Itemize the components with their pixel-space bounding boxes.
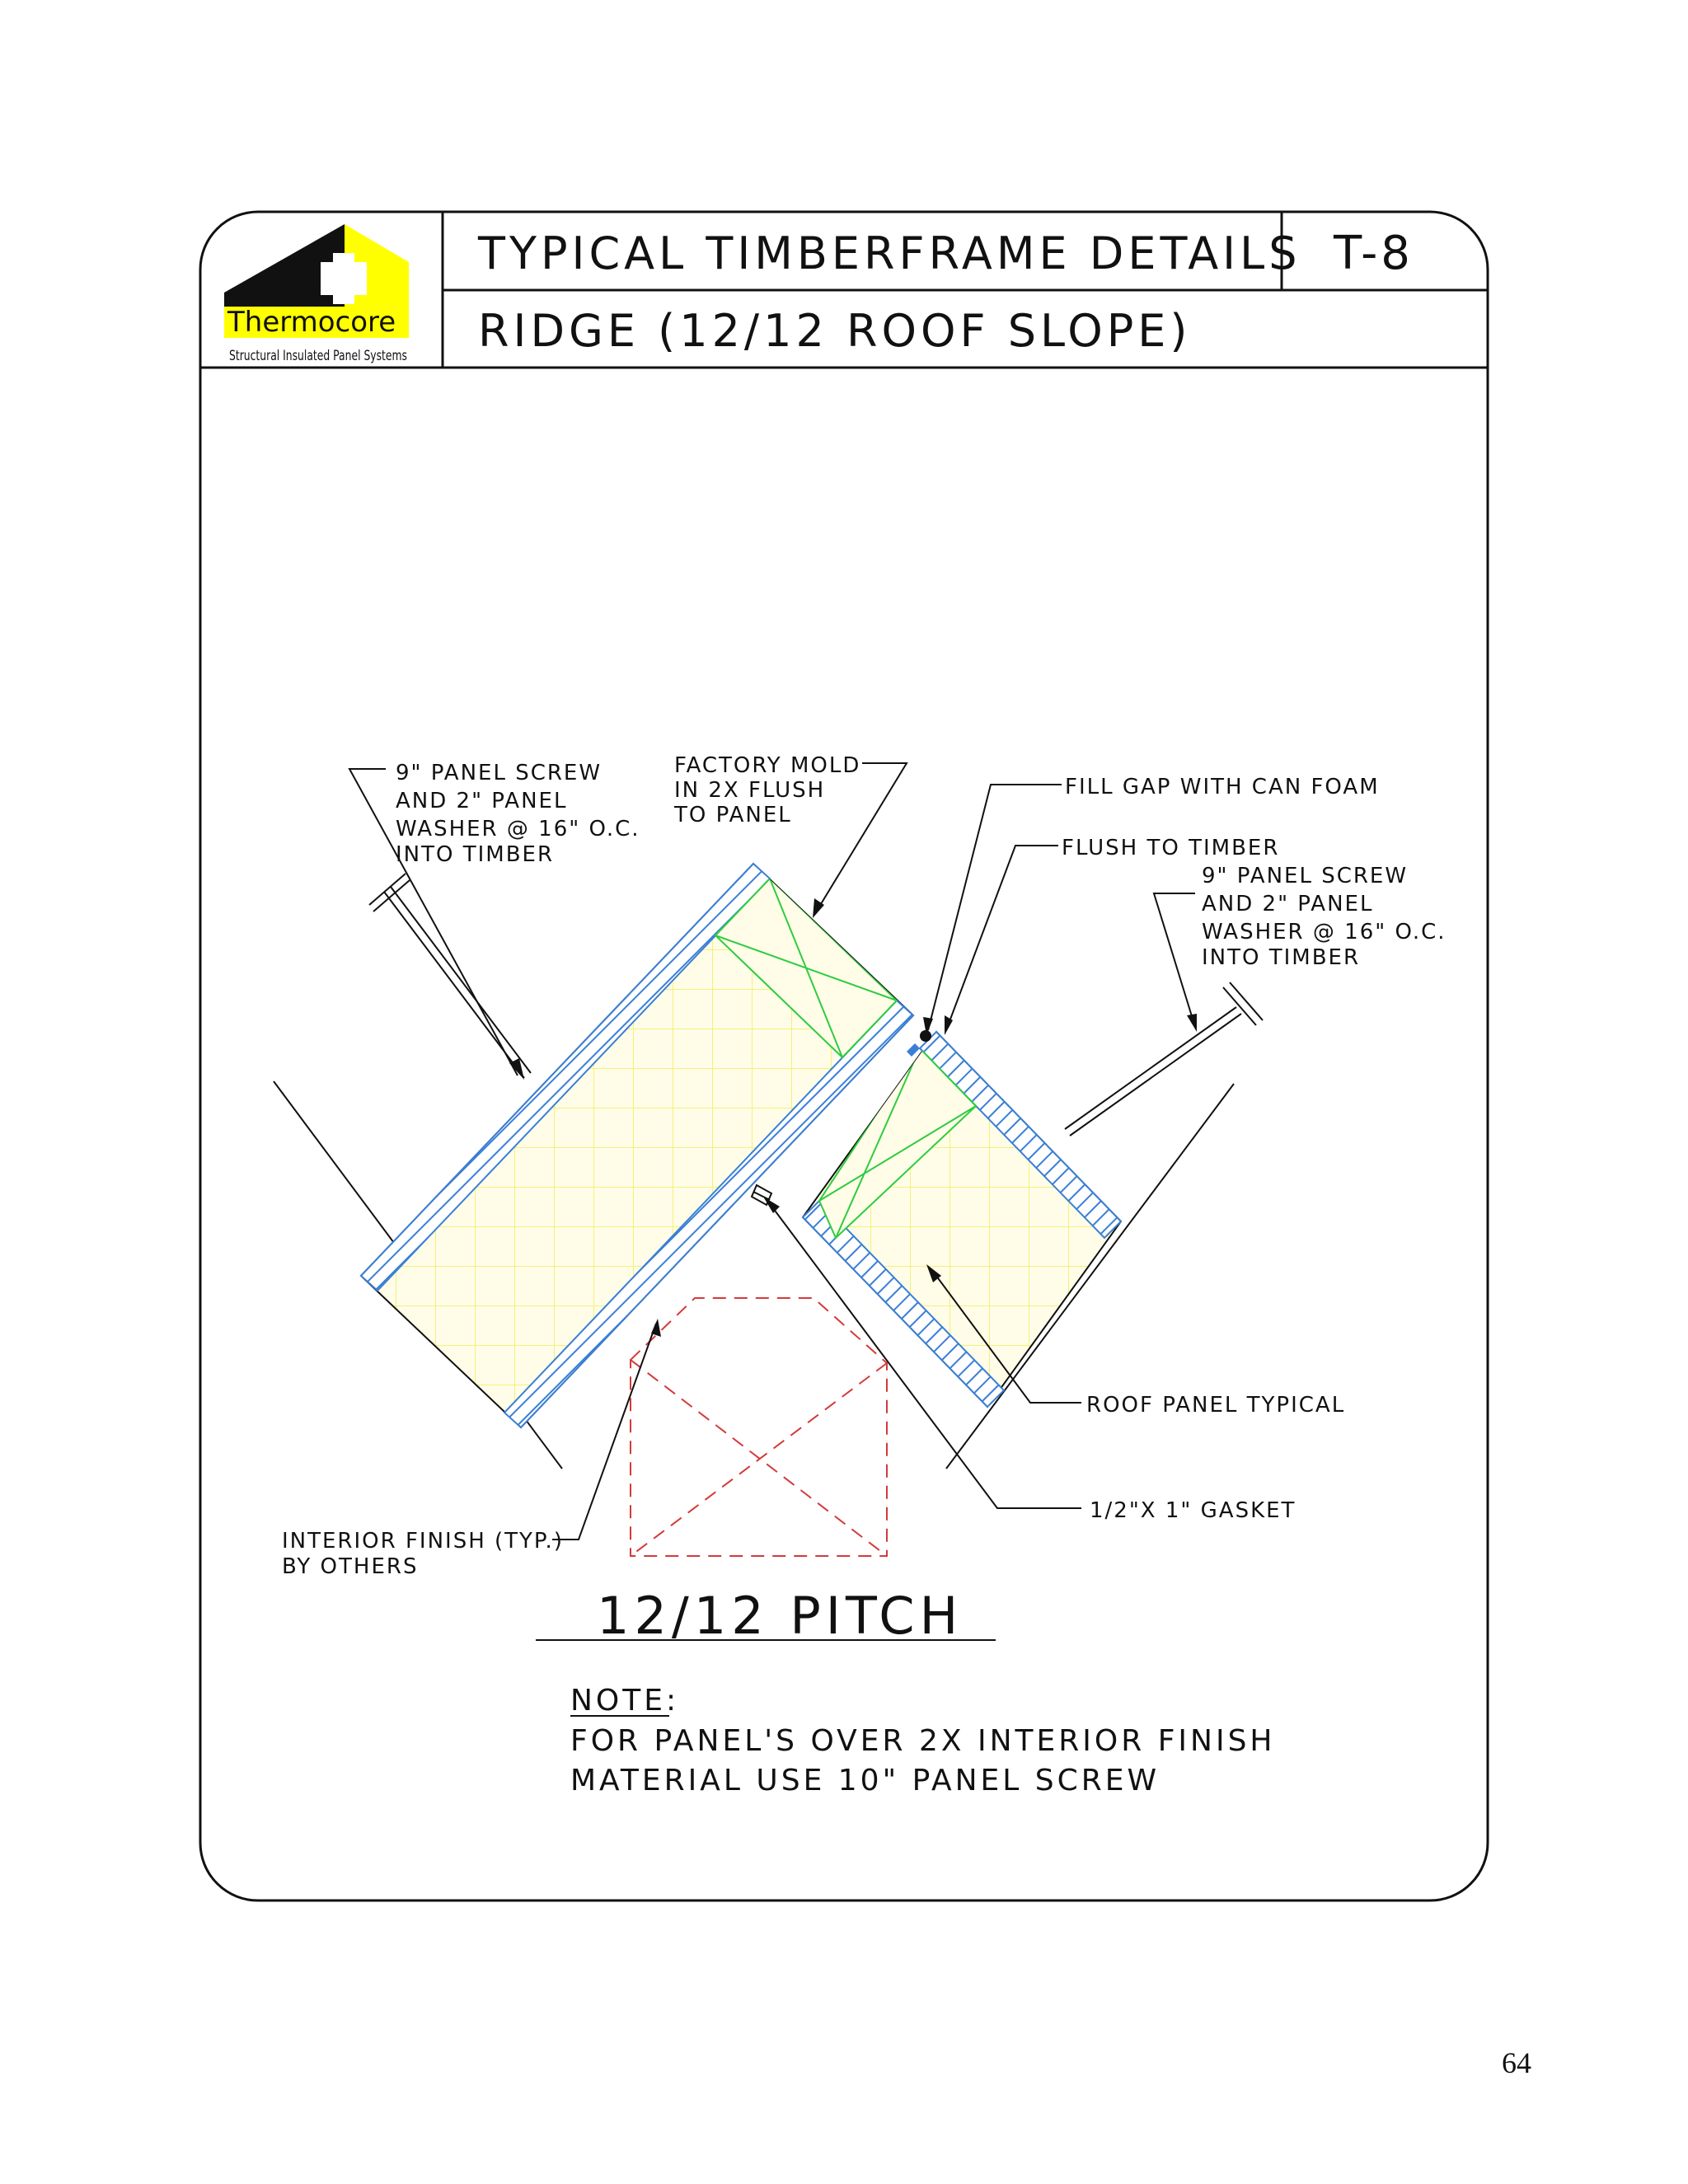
callout-text: AND 2" PANEL (396, 789, 568, 813)
callout-fill-gap: FILL GAP WITH CAN FOAM (1065, 775, 1380, 799)
callout-gasket: 1/2"X 1" GASKET (1090, 1498, 1296, 1523)
title-block (200, 212, 1488, 368)
timber-ridge-beam (631, 1298, 887, 1556)
callout-text: AND 2" PANEL (1202, 892, 1374, 916)
callout-right-screw (1202, 864, 1447, 970)
callout-text: WASHER @ 16" O.C. (396, 817, 640, 841)
thermocore-logo (224, 224, 409, 364)
note-heading: NOTE: (570, 1684, 680, 1718)
roof-panel-right (803, 1032, 1121, 1407)
drawing-title: TYPICAL TIMBERFRAME DETAILS (478, 227, 1301, 279)
note-line: FOR PANEL'S OVER 2X INTERIOR FINISH (570, 1724, 1276, 1758)
pitch-label: 12/12 PITCH (597, 1586, 964, 1646)
callout-text: INTO TIMBER (1202, 945, 1361, 970)
drawing-subtitle: RIDGE (12/12 ROOF SLOPE) (478, 305, 1192, 357)
callout-text: INTO TIMBER (396, 842, 555, 867)
callout-text: 9" PANEL SCREW (1202, 864, 1409, 888)
panel-screw-right (1065, 982, 1263, 1136)
callout-interior-finish (282, 1529, 564, 1579)
sheet-number: T-8 (1334, 227, 1414, 280)
drawing-note (570, 1684, 1276, 1797)
page-number: 64 (1502, 2046, 1531, 2079)
roof-panel-left (361, 864, 913, 1427)
panel-screw-left (369, 874, 531, 1078)
note-line: MATERIAL USE 10" PANEL SCREW (570, 1764, 1160, 1797)
callout-text: FACTORY MOLD (674, 753, 861, 778)
callout-roof-panel: ROOF PANEL TYPICAL (1086, 1393, 1346, 1418)
callout-text: INTERIOR FINISH (TYP.) (282, 1529, 564, 1554)
callout-text: IN 2X FLUSH (674, 778, 826, 803)
logo-tagline: Structural Insulated Panel Systems (229, 348, 408, 364)
callout-text: TO PANEL (674, 803, 792, 827)
callout-left-screw (396, 761, 640, 867)
logo-brand: Thermocore (227, 306, 396, 339)
ridge-detail (274, 864, 1263, 1556)
callout-text: WASHER @ 16" O.C. (1202, 920, 1447, 944)
can-foam-dot (920, 1030, 931, 1042)
callout-flush-timber: FLUSH TO TIMBER (1062, 836, 1280, 860)
callout-text: BY OTHERS (282, 1554, 419, 1579)
callout-factory-mold (673, 753, 860, 827)
callout-text: 9" PANEL SCREW (396, 761, 603, 785)
